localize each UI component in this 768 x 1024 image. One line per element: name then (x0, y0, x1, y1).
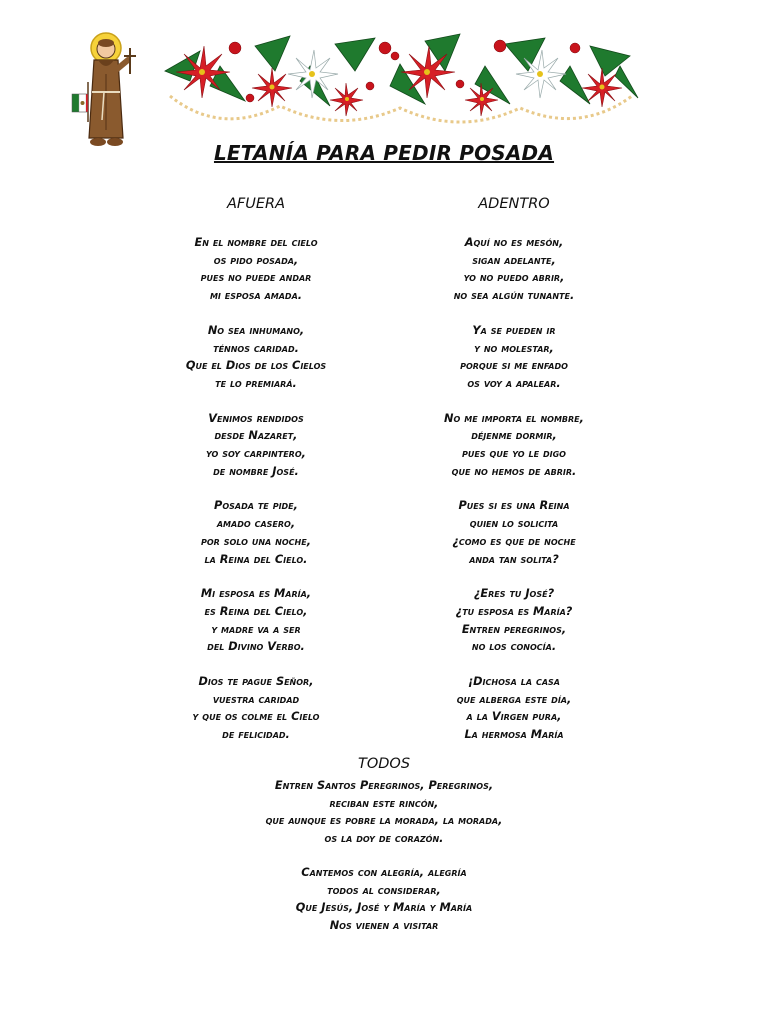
stanza (364, 585, 664, 656)
verse-line: del Divino Verbo. (207, 640, 305, 654)
stanza (0, 777, 768, 848)
verse-line: déjenme dormir, (471, 429, 557, 443)
column-adentro (364, 196, 664, 761)
poinsettia-garland (160, 26, 640, 138)
stanza (106, 322, 406, 393)
verse-line: que alberga este día, (456, 692, 572, 706)
verse-line: a la Virgen pura, (466, 710, 562, 724)
stanza (106, 585, 406, 656)
verse-line: amado casero, (216, 517, 296, 531)
verse-line: de felicidad. (222, 728, 290, 742)
stanza (364, 497, 664, 568)
verse-line: Venimos rendidos (208, 411, 304, 425)
verse-line: la Reina del Cielo. (204, 552, 308, 566)
verse-line: Pues si es una Reina (458, 499, 570, 513)
page-title: LETANÍA PARA PEDIR POSADA (213, 141, 555, 165)
verse-line: os la doy de corazón. (324, 832, 444, 846)
stanza (106, 234, 406, 305)
verse-line: Posada te pide, (214, 499, 298, 513)
verse-line: Mi esposa es María, (200, 587, 312, 601)
verse-line: mi esposa amada. (209, 289, 303, 303)
verse-line: yo soy carpintero, (206, 447, 306, 461)
verse-line: No sea inhumano, (207, 323, 305, 337)
verse-line: Cantemos con alegría, alegría (301, 865, 467, 879)
verse-line: y que os colme el Cielo (192, 710, 320, 724)
verse-line: Entren Santos Peregrinos, Peregrinos, (274, 779, 494, 792)
column-heading-adentro: ADENTRO (478, 196, 550, 212)
verse-line: de nombre José. (213, 464, 299, 478)
verse-line: Dios te pague Señor, (198, 675, 314, 689)
verse-line: ¿Eres tu José? (473, 587, 555, 601)
verse-line: que no hemos de abrir. (451, 464, 577, 478)
stanza (106, 497, 406, 568)
verse-line: que aunque es pobre la morada, la morada, (265, 814, 503, 828)
verse-line: Entren peregrinos, (461, 622, 567, 636)
verse-line: quien lo solicita (469, 517, 559, 531)
verse-line: Que Jesús, José y María y María (295, 901, 473, 915)
verse-line: no los conocía. (471, 640, 557, 654)
todos-heading: TODOS (357, 756, 411, 772)
verse-line: No me importa el nombre, (444, 411, 584, 425)
verse-line: porque si me enfado (460, 359, 568, 373)
verse-line: La hermosa María (464, 728, 564, 742)
verse-line: sigan adelante, (472, 253, 556, 267)
stanza (106, 410, 406, 481)
verse-line: todos al considerar, (327, 883, 441, 897)
verse-line: ¿como es que de noche (452, 534, 576, 548)
verse-line: Que el Dios de los Cielos (185, 359, 327, 373)
verse-line: no sea algún tunante. (453, 289, 575, 303)
verse-line: ¡Dichosa la casa (468, 675, 560, 689)
verse-line: desde Nazaret, (214, 429, 298, 443)
verse-line: Aquí no es mesón, (464, 236, 564, 249)
verse-line: os pido posada, (213, 253, 299, 267)
verse-line: reciban este rincón, (329, 796, 439, 810)
stanza (0, 864, 768, 935)
verse-line: es Reina del Cielo, (204, 604, 308, 618)
verse-line: pues no puede andar (200, 271, 312, 285)
verse-line: vuestra caridad (212, 692, 300, 706)
section-todos (0, 756, 768, 951)
column-afuera (106, 196, 406, 761)
verse-line: y madre va a ser (211, 622, 301, 636)
verse-line: ¿tu esposa es María? (455, 604, 573, 618)
verse-line: pues que yo le digo (462, 447, 566, 461)
verse-line: te lo premiará. (215, 376, 297, 390)
verse-line: os voy a apalear. (467, 376, 561, 390)
stanza (364, 322, 664, 393)
column-heading-afuera: AFUERA (226, 196, 286, 212)
verse-line: por solo una noche, (200, 534, 311, 548)
verse-line: Ya se pueden ir (472, 323, 556, 337)
verse-line: anda tan solita? (469, 552, 559, 566)
verse-line: Nos vienen a visitar (329, 918, 439, 932)
verse-line: y no molestar, (474, 341, 554, 355)
stanza (106, 673, 406, 744)
stanza (364, 673, 664, 744)
verse-line: yo no puedo abrir, (463, 271, 565, 285)
verse-line: ténnos caridad. (213, 341, 299, 355)
stanza (364, 234, 664, 305)
verse-line: En el nombre del cielo (194, 236, 318, 249)
stanza (364, 410, 664, 481)
